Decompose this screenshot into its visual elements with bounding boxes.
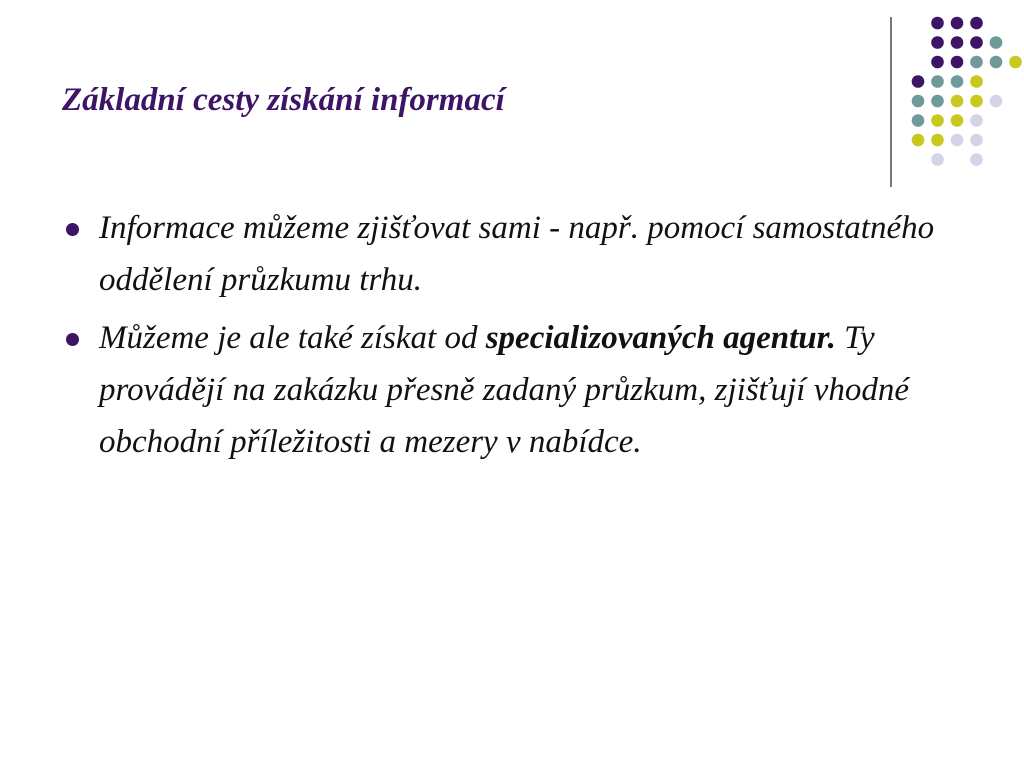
decorative-dot (990, 56, 1003, 69)
decorative-dot (951, 95, 964, 108)
bullet-dot-icon (66, 333, 79, 346)
decorative-dot (931, 134, 944, 147)
decorative-dot (970, 114, 983, 127)
decorative-dot (931, 56, 944, 69)
decorative-dot (970, 75, 983, 88)
decorative-dot (1009, 56, 1022, 69)
decorative-dot (951, 36, 964, 49)
bullet-list (62, 202, 952, 474)
bullet-text-1: Informace můžeme zjišťovat sami - např. pomocí samostatného oddělení průzkumu trhu. (99, 210, 935, 298)
decorative-dot (951, 75, 964, 88)
decorative-dot (931, 153, 944, 166)
bullet-item-2 (62, 312, 952, 468)
decorative-dot (931, 36, 944, 49)
decorative-dot (970, 36, 983, 49)
decorative-dot (970, 153, 983, 166)
decorative-dot (990, 36, 1003, 49)
decorative-dot (912, 114, 925, 127)
bullet-dot-icon (66, 223, 79, 236)
bullet-text-2-bold: specializovaných agentur. (485, 320, 836, 356)
decorative-dot (951, 114, 964, 127)
bullet-item-1 (62, 202, 952, 306)
bullet-text-2-end: Ty provádějí na zakázku přesně zadaný průzkum, zjišťují vhodné obchodní příležitosti a mezery v nabídce. (99, 320, 910, 460)
decorative-dot (912, 75, 925, 88)
decorative-dot (970, 17, 983, 30)
decorative-dot (931, 114, 944, 127)
vertical-divider (890, 17, 892, 187)
decorative-dot (951, 56, 964, 69)
decorative-dot (951, 134, 964, 147)
decorative-dot (931, 17, 944, 30)
decorative-dot (912, 134, 925, 147)
bullet-text-2-start: Můžeme je ale také získat od (99, 320, 486, 356)
slide-title: Základní cesty získání informací (62, 82, 505, 118)
decorative-dot (990, 95, 1003, 108)
decorative-dot (951, 17, 964, 30)
decorative-dot (931, 95, 944, 108)
decorative-dot (931, 75, 944, 88)
decorative-dot (970, 95, 983, 108)
decorative-dot (970, 134, 983, 147)
decorative-dot (912, 95, 925, 108)
decorative-dot (970, 56, 983, 69)
